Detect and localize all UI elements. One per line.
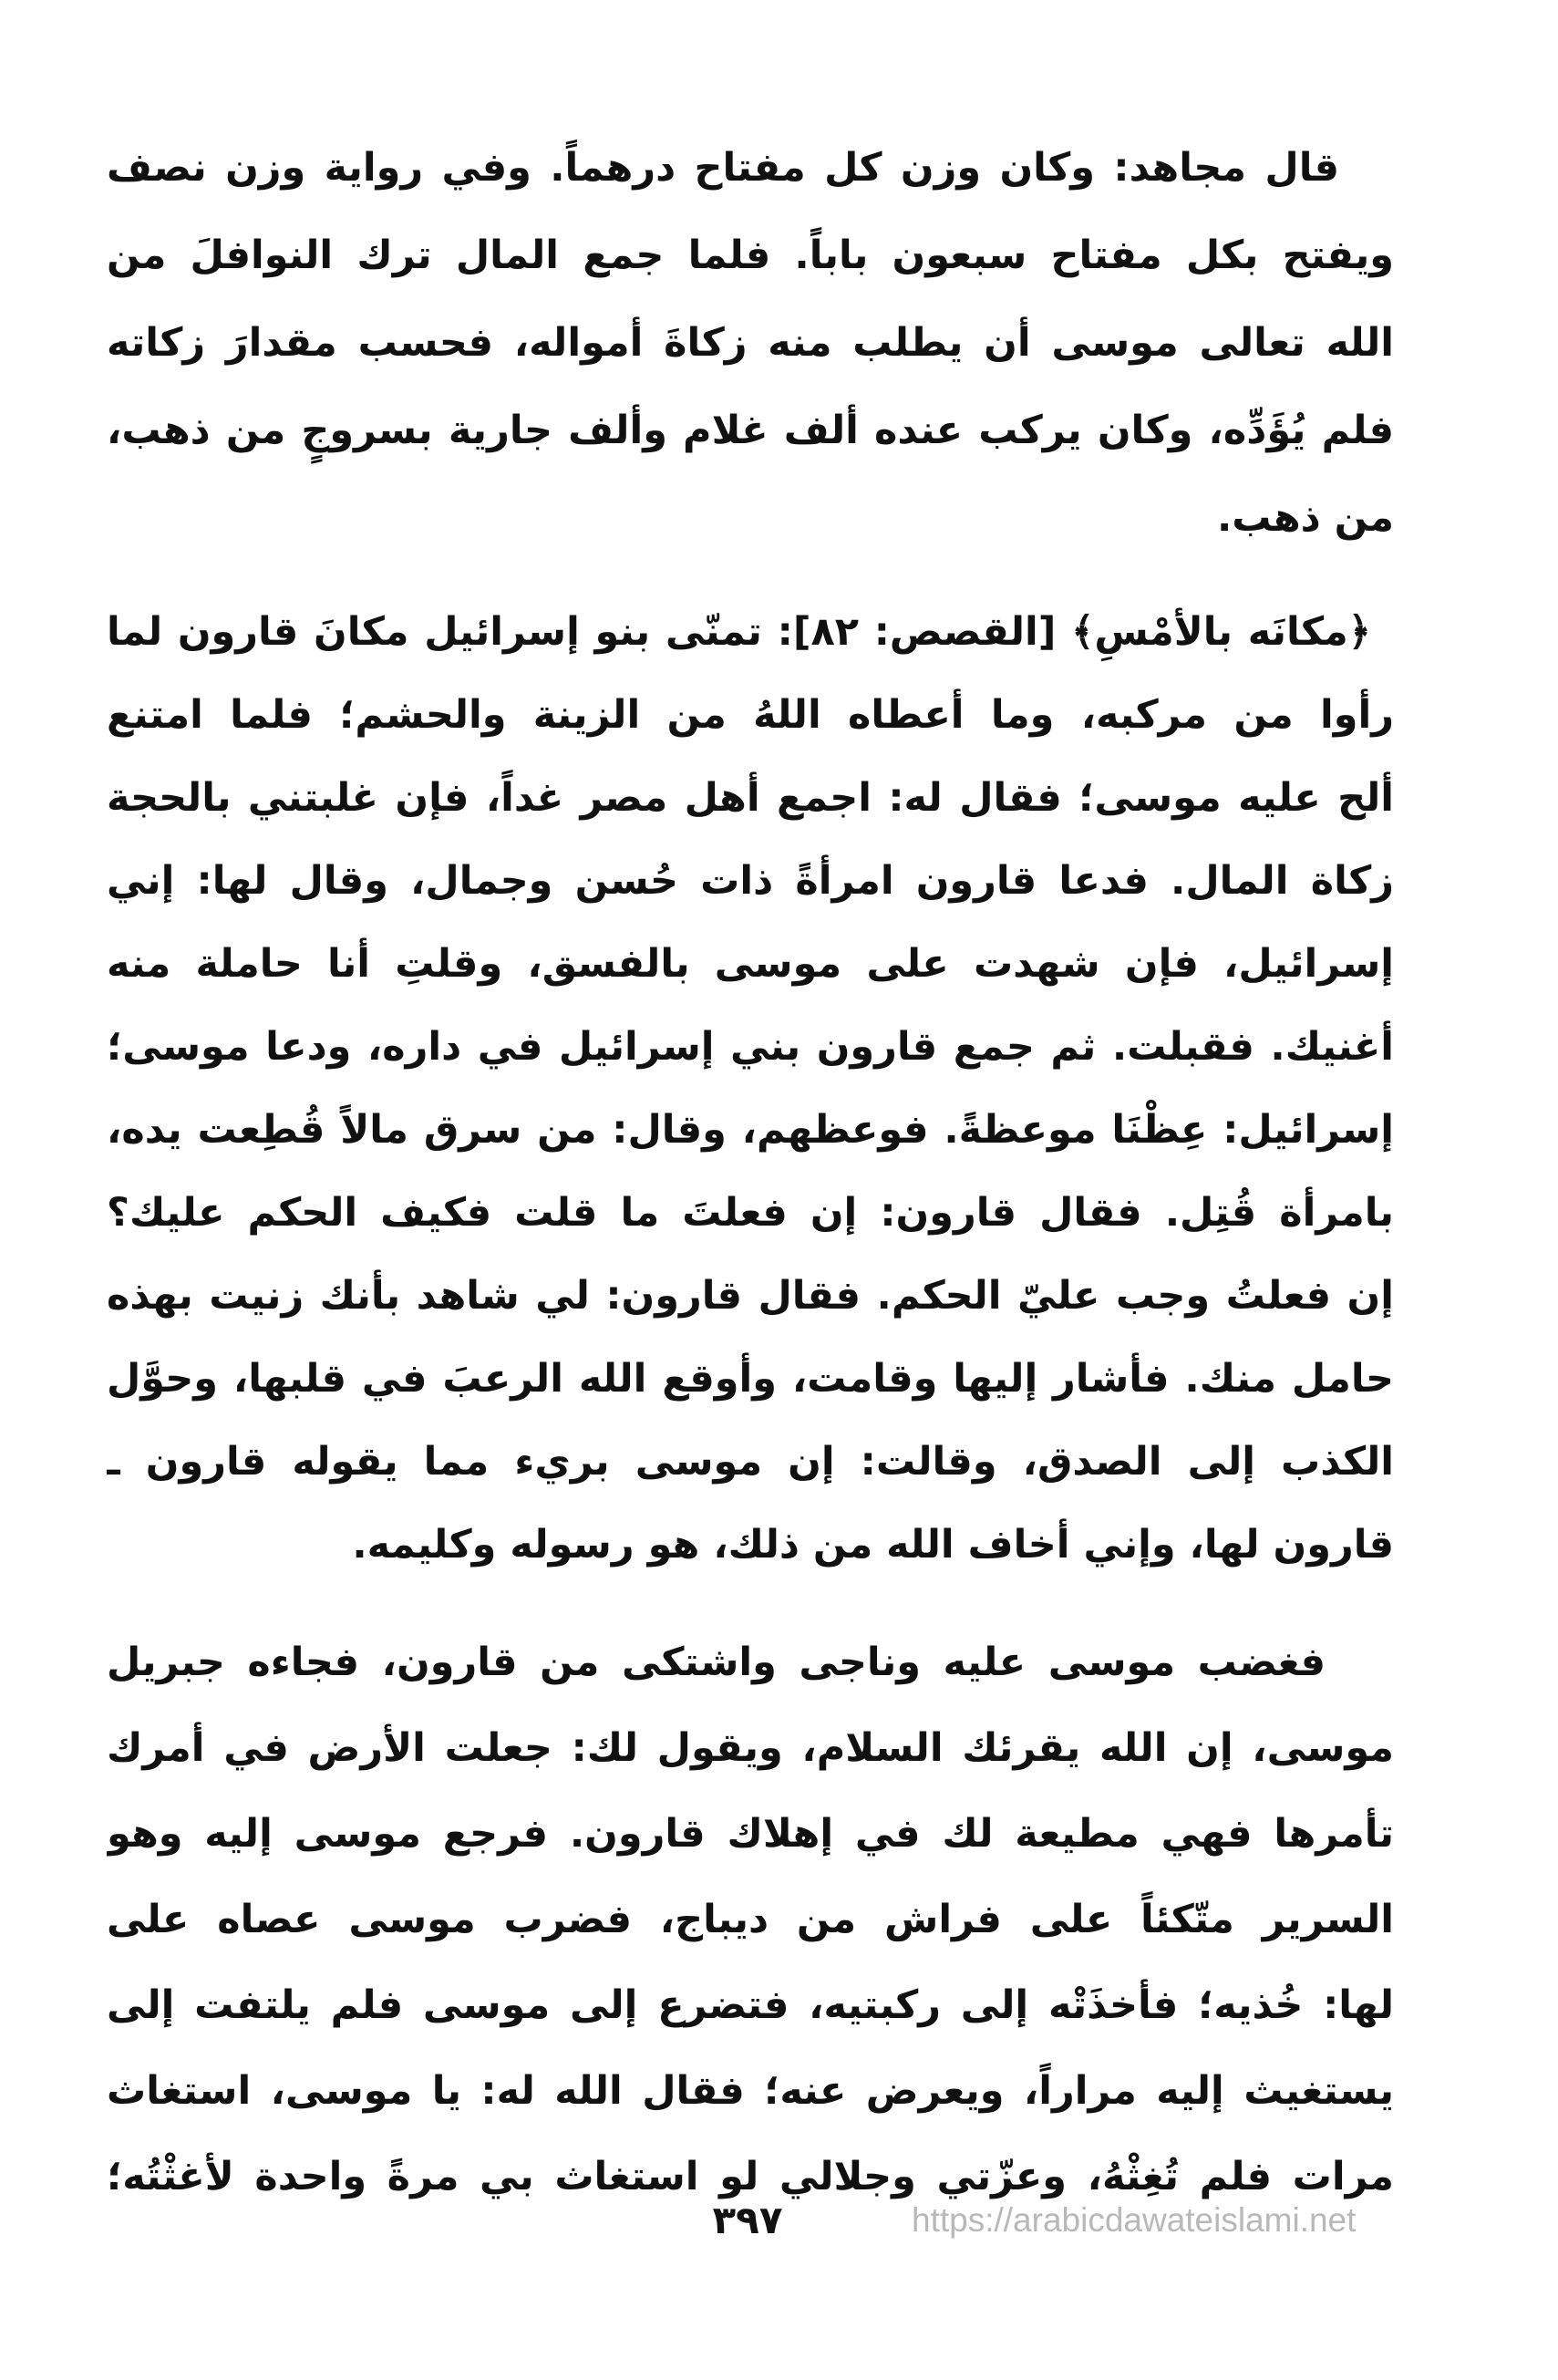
- text-line: الكذب إلى الصدق، وقالت: إن موسى بريء مما يقوله قارون ـ: [107, 1439, 1394, 1485]
- paragraph-2: [107, 591, 1394, 1587]
- text-line: تأمرها فهي مطيعة لك في إهلاك قارون. فرجع موسى إليه وهو: [107, 1811, 1394, 1857]
- watermark-url: https://arabicdawateislami.net: [912, 2201, 1357, 2239]
- text-line: مرات فلم تُغِثْهُ، وعزّتي وجلالي لو استغاث بي مرةً واحدة لأغثْتُه؛: [107, 2154, 1394, 2199]
- text-line: حامل منك. فأشار إليها وقامت، وأوقع الله الرعبَ في قلبها، وحوَّل: [107, 1356, 1394, 1402]
- text-line: السرير متّكئاً على فراش من ديباج، فضرب موسى عصاه على: [107, 1897, 1394, 1942]
- text-line: ألح عليه موسى؛ فقال له: اجمع أهل مصر غداً، فإن غلبتني بالحجة: [107, 775, 1394, 821]
- text-line: قارون لها، وإني أخاف الله من ذلك، هو رسوله وكليمه.: [352, 1522, 1394, 1568]
- text-line: يستغيث إليه مراراً، ويعرض عنه؛ فقال الله له: يا موسى، استغاث: [107, 2068, 1394, 2114]
- text-line: بامرأة قُتِل. فقال قارون: إن فعلتَ ما قلت فكيف الحكم عليك؟: [107, 1190, 1394, 1236]
- text-line: من ذهب.: [1216, 495, 1394, 541]
- text-line: ويفتح بكل مفتاح سبعون باباً. فلما جمع المال ترك النوافلَ من: [107, 233, 1394, 278]
- text-line: ﴿مكانَه بالأمْسِ﴾ [القصص: ٨٢]: تمنّى بنو إسرائيل مكانَ قارون لما: [107, 609, 1371, 655]
- paragraph-3: [107, 1619, 1394, 2220]
- text-line: إن فعلتُ وجب عليّ الحكم. فقال قارون: لي شاهد بأنك زنيت بهذه: [107, 1273, 1394, 1319]
- text-line: أغنيك. فقبلت. ثم جمع قارون بني إسرائيل في داره، ودعا موسى؛: [107, 1024, 1394, 1070]
- page-number: ٣٩٧: [712, 2198, 783, 2242]
- text-line: قال مجاهد: وكان وزن كل مفتاح درهماً. وفي رواية وزن نصف: [107, 145, 1339, 191]
- text-line: فلم يُؤَدِّه، وكان يركب عنده ألف غلام وألف جارية بسروجٍ من ذهب،: [107, 408, 1394, 453]
- text-line: زكاة المال. فدعا قارون امرأةً ذات حُسن وجمال، وقال لها: إني: [107, 858, 1394, 904]
- text-line: فغضب موسى عليه وناجى واشتكى من قارون، فجاءه جبريل: [107, 1640, 1326, 1685]
- text-line: موسى، إن الله يقرئك السلام، ويقول لك: جعلت الأرض في أمرك: [107, 1725, 1394, 1771]
- text-line: إسرائيل، فإن شهدت على موسى بالفسق، وقلتِ أنا حاملة منه: [107, 941, 1394, 987]
- text-line: إسرائيل: عِظْنَا موعظةً. فوعظهم، وقال: من سرق مالاً قُطِعت يده،: [107, 1107, 1394, 1153]
- text-line: رأوا من مركبه، وما أعطاه اللهُ من الزينة والحشم؛ فلما امتنع: [107, 692, 1394, 738]
- paragraph-1: [107, 124, 1394, 562]
- text-line: الله تعالى موسى أن يطلب منه زكاةَ أمواله، فحسب مقدارَ زكاته: [107, 320, 1394, 366]
- text-line: لها: خُذيه؛ فأخذَتْه إلى ركبتيه، فتضرع إلى موسى فلم يلتفت إلى: [107, 1982, 1394, 2028]
